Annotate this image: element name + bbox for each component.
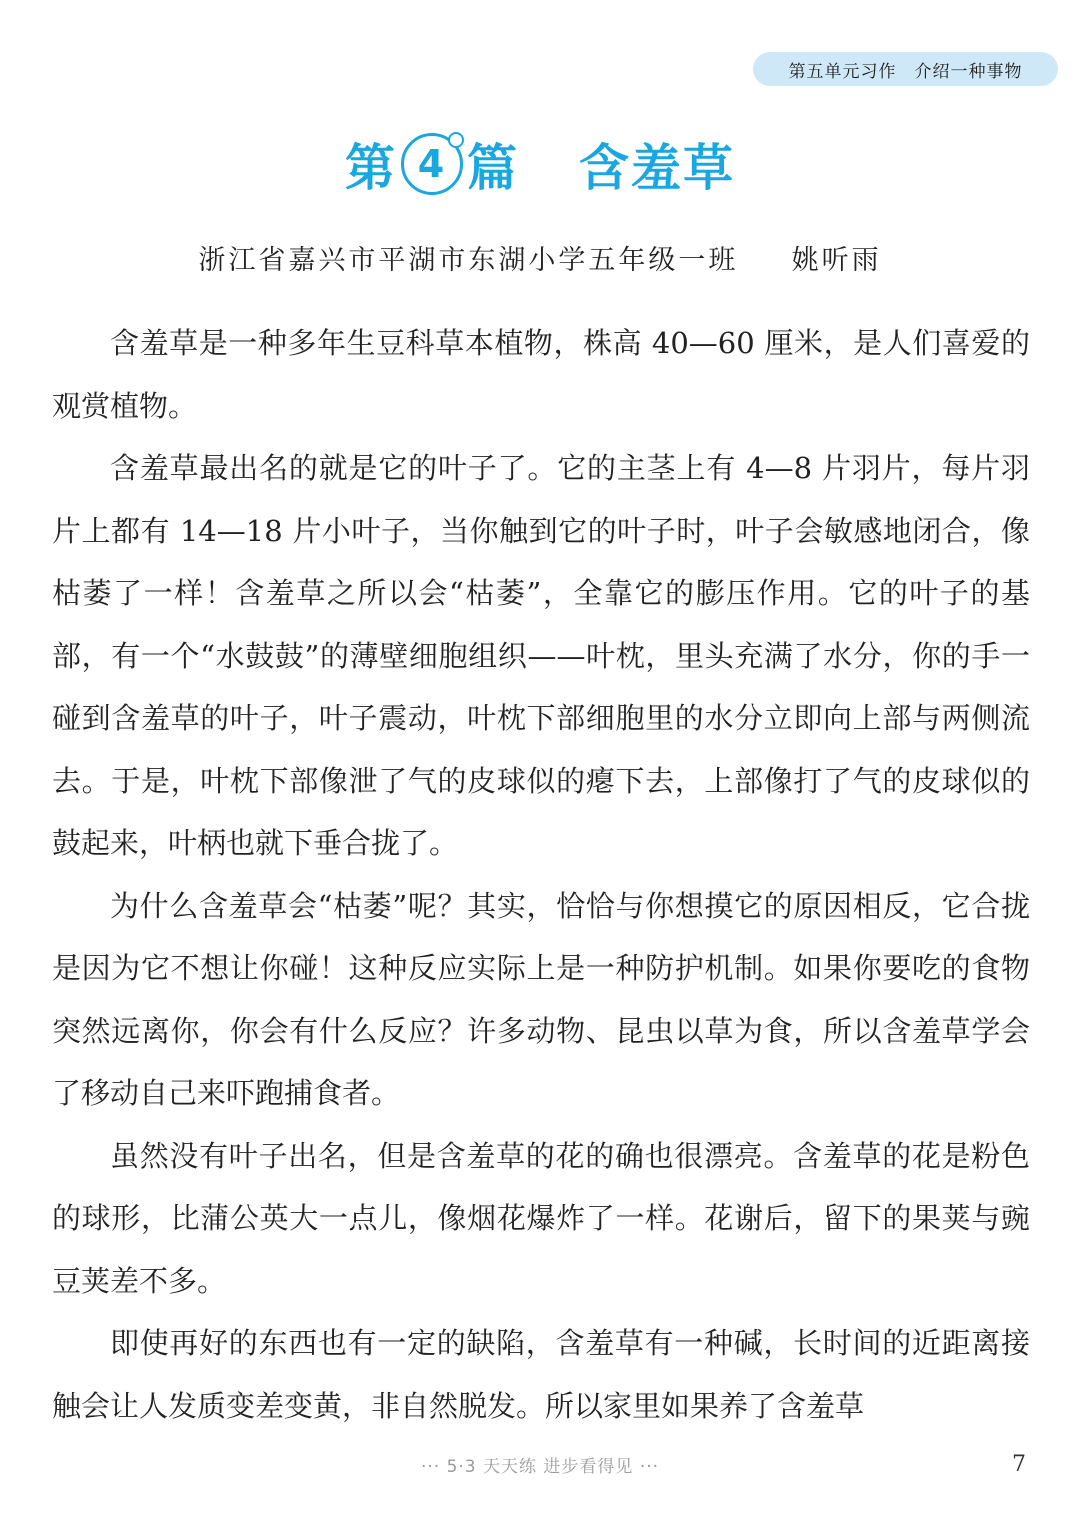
- footer-slogan: ··· 5·3 天天练 进步看得见 ···: [420, 1457, 660, 1477]
- author-line: [0, 238, 1080, 277]
- unit-topic: 介绍一种事物: [914, 61, 1023, 82]
- author-name: 姚听雨: [791, 245, 882, 276]
- unit-header-tab: [753, 52, 1058, 86]
- article-number-badge: [401, 133, 463, 195]
- paragraph: 为什么含羞草会“枯萎”呢？其实，恰恰与你想摸它的原因相反，它合拢是因为它不想让你碰！这种反应实际上是一种防护机制。如果你要吃的食物突然远离你，你会有什么反应？许多动物、昆虫以草为食，所以含羞草学会了移动自己来吓跑捕食者。: [52, 888, 1030, 1110]
- paragraph: 即使再好的东西也有一定的缺陷，含羞草有一种碱，长时间的近距离接触会让人发质变差变黄，非自然脱发。所以家里如果养了含羞草: [52, 1326, 1030, 1423]
- article-name: 含羞草: [579, 139, 735, 197]
- paragraph: 含羞草最出名的就是它的叶子了。它的主茎上有 4—8 片羽片，每片羽片上都有 14—18 片小叶子，当你触到它的叶子时，叶子会敏感地闭合，像枯萎了一样！含羞草之所以会“枯萎”，全靠它的膨压作用。它的叶子的基部，有一个“水鼓鼓”的薄壁细胞组织——叶枕，里头充满了水分，你的手一碰到含羞草的叶子，叶子震动，叶枕下部细胞里的水分立即向上部与两侧流去。于是，叶枕下部像泄了气的皮球似的瘪下去，上部像打了气的皮球似的鼓起来，叶柄也就下垂合拢了。: [52, 451, 1030, 860]
- article-number: 4: [417, 142, 447, 186]
- title-suffix: 篇: [467, 139, 519, 197]
- author-school: 浙江省嘉兴市平湖市东湖小学五年级一班: [198, 245, 739, 276]
- unit-label: 第五单元习作: [788, 61, 897, 82]
- page-number: 7: [1012, 1452, 1026, 1477]
- title-prefix: 第: [345, 139, 397, 197]
- article-body: [52, 312, 1030, 1437]
- paragraph: 含羞草是一种多年生豆科草本植物，株高 40—60 厘米，是人们喜爱的观赏植物。: [52, 326, 1030, 423]
- paragraph: 虽然没有叶子出名，但是含羞草的花的确也很漂亮。含羞草的花是粉色的球形，比蒲公英大一点儿，像烟花爆炸了一样。花谢后，留下的果荚与豌豆荚差不多。: [52, 1138, 1030, 1298]
- article-title: [0, 128, 1080, 200]
- badge-dot-icon: [448, 132, 464, 148]
